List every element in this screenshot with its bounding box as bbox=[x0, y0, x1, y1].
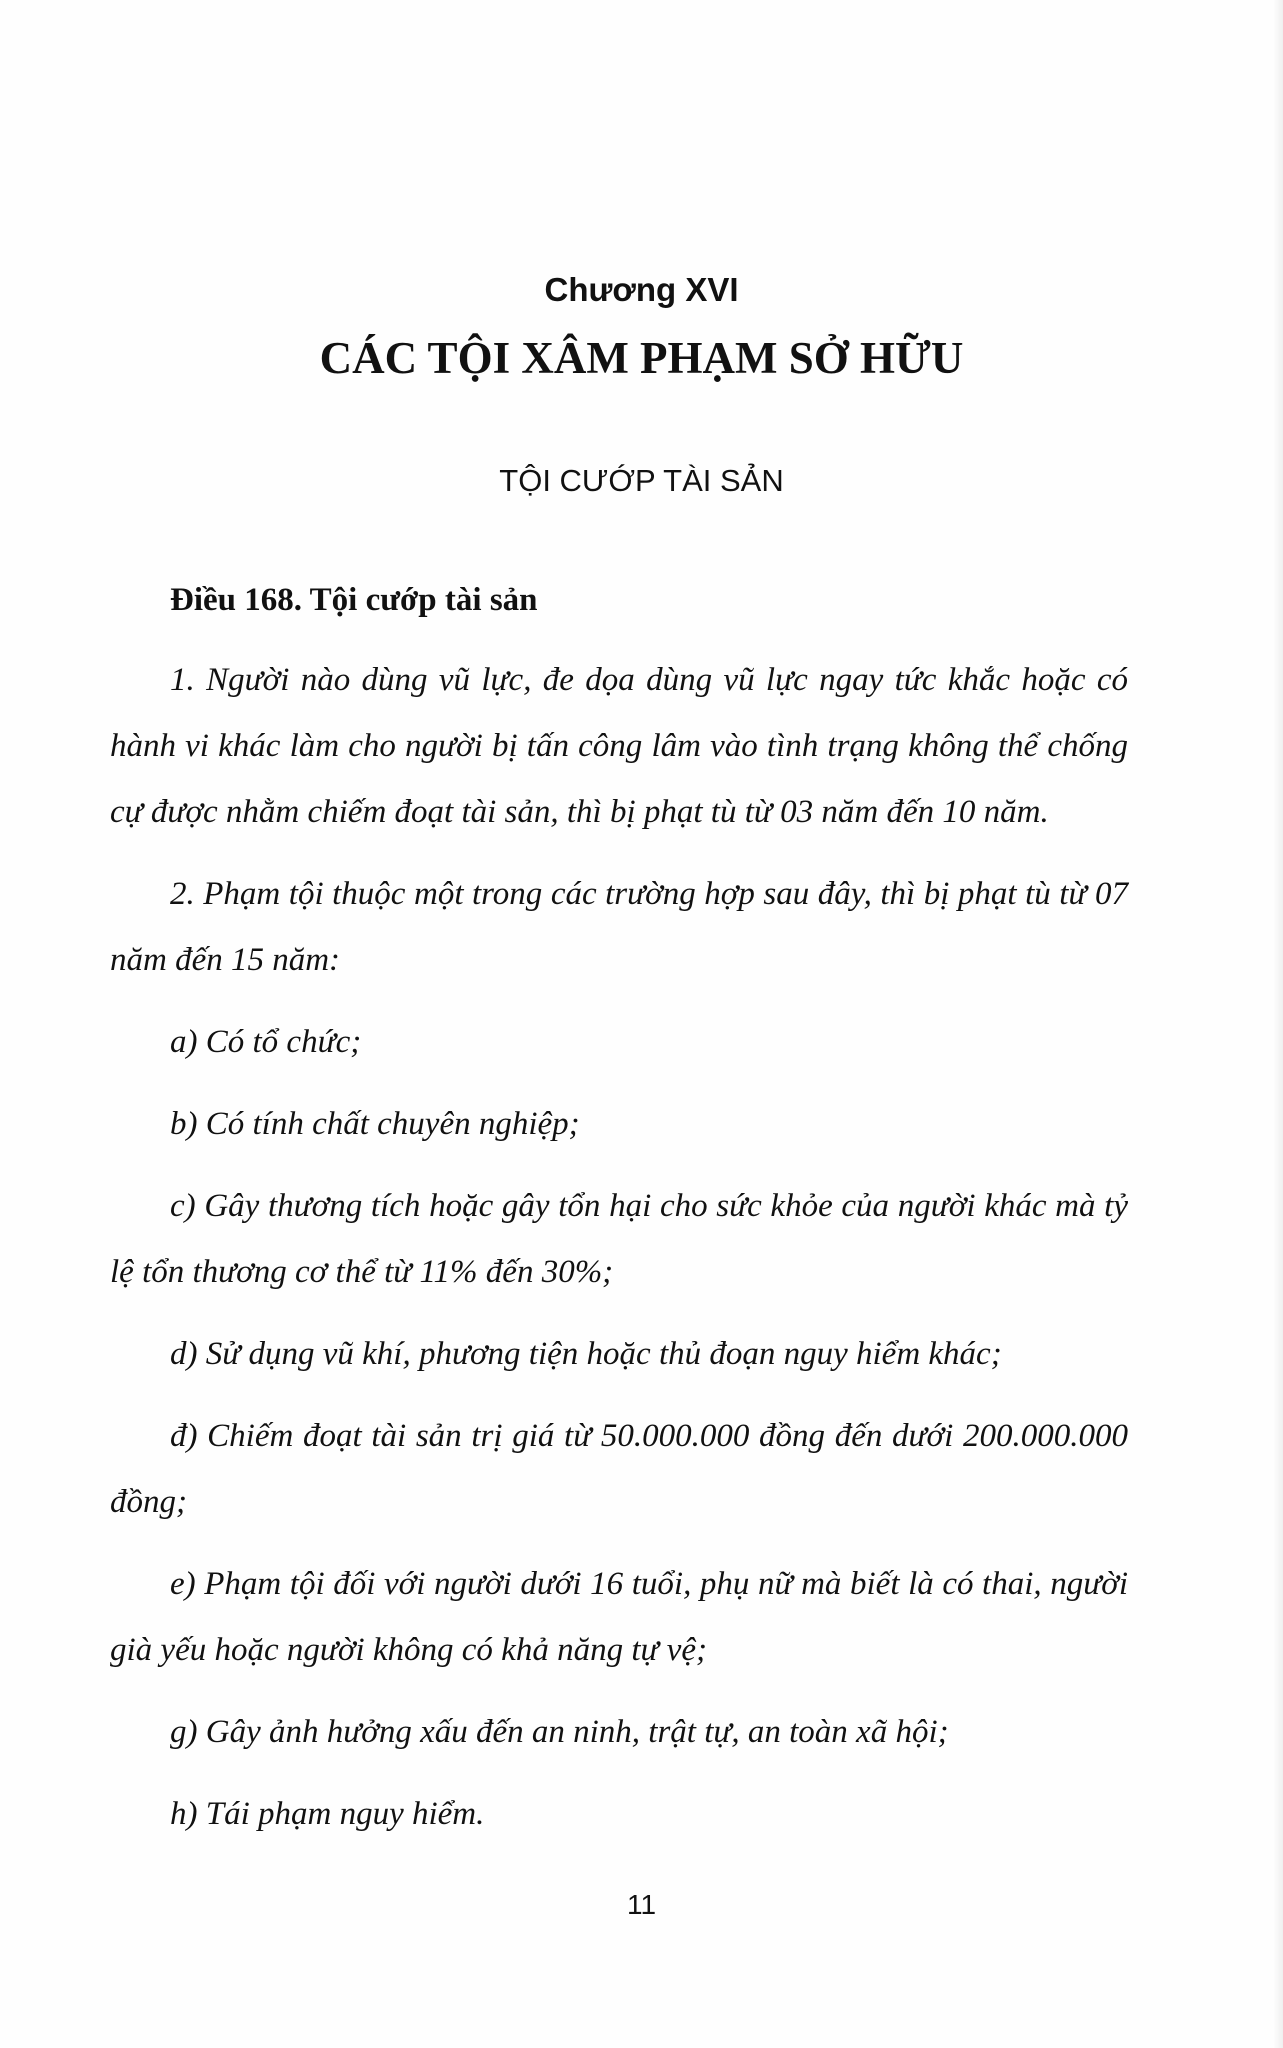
paragraph-clause-2: 2. Phạm tội thuộc một trong các trường hợp sau đây, thì bị phạt tù từ 07 năm đến 15 năm: bbox=[110, 876, 1128, 978]
paragraph-item-b: b) Có tính chất chuyên nghiệp; bbox=[170, 1106, 580, 1142]
paragraph-item-dd: đ) Chiếm đoạt tài sản trị giá từ 50.000.000 đồng đến dưới 200.000.000 đồng; bbox=[110, 1418, 1128, 1520]
article-body bbox=[110, 647, 1128, 1863]
page-edge-shadow bbox=[1273, 0, 1283, 2048]
section-title: TỘI CƯỚP TÀI SẢN bbox=[499, 463, 784, 498]
paragraph-item-a: a) Có tổ chức; bbox=[170, 1024, 362, 1060]
chapter-title: CÁC TỘI XÂM PHẠM SỞ HỮU bbox=[319, 333, 964, 383]
article-heading: Điều 168. Tội cướp tài sản bbox=[170, 582, 538, 618]
paragraph-item-c: c) Gây thương tích hoặc gây tổn hại cho sức khỏe của người khác mà tỷ lệ tổn thương cơ thể từ 11% đến 30%; bbox=[110, 1188, 1128, 1290]
paragraph-item-g: g) Gây ảnh hưởng xấu đến an ninh, trật tự, an toàn xã hội; bbox=[170, 1714, 949, 1750]
paragraph-item-d: d) Sử dụng vũ khí, phương tiện hoặc thủ đoạn nguy hiểm khác; bbox=[170, 1336, 1002, 1372]
paragraph-item-e: e) Phạm tội đối với người dưới 16 tuổi, phụ nữ mà biết là có thai, người già yếu hoặc người không có khả năng tự vệ; bbox=[110, 1566, 1128, 1668]
paragraph-item-h: h) Tái phạm nguy hiểm. bbox=[170, 1796, 485, 1832]
chapter-number: Chương XVI bbox=[544, 271, 739, 308]
paragraph-clause-1: 1. Người nào dùng vũ lực, đe dọa dùng vũ lực ngay tức khắc hoặc có hành vi khác làm cho người bị tấn công lâm vào tình trạng không thể chống cự được nhằm chiếm đoạt tài sản, thì bị phạt tù từ 03 năm đến 10 năm. bbox=[110, 662, 1128, 830]
page-number: 11 bbox=[626, 1889, 657, 1920]
